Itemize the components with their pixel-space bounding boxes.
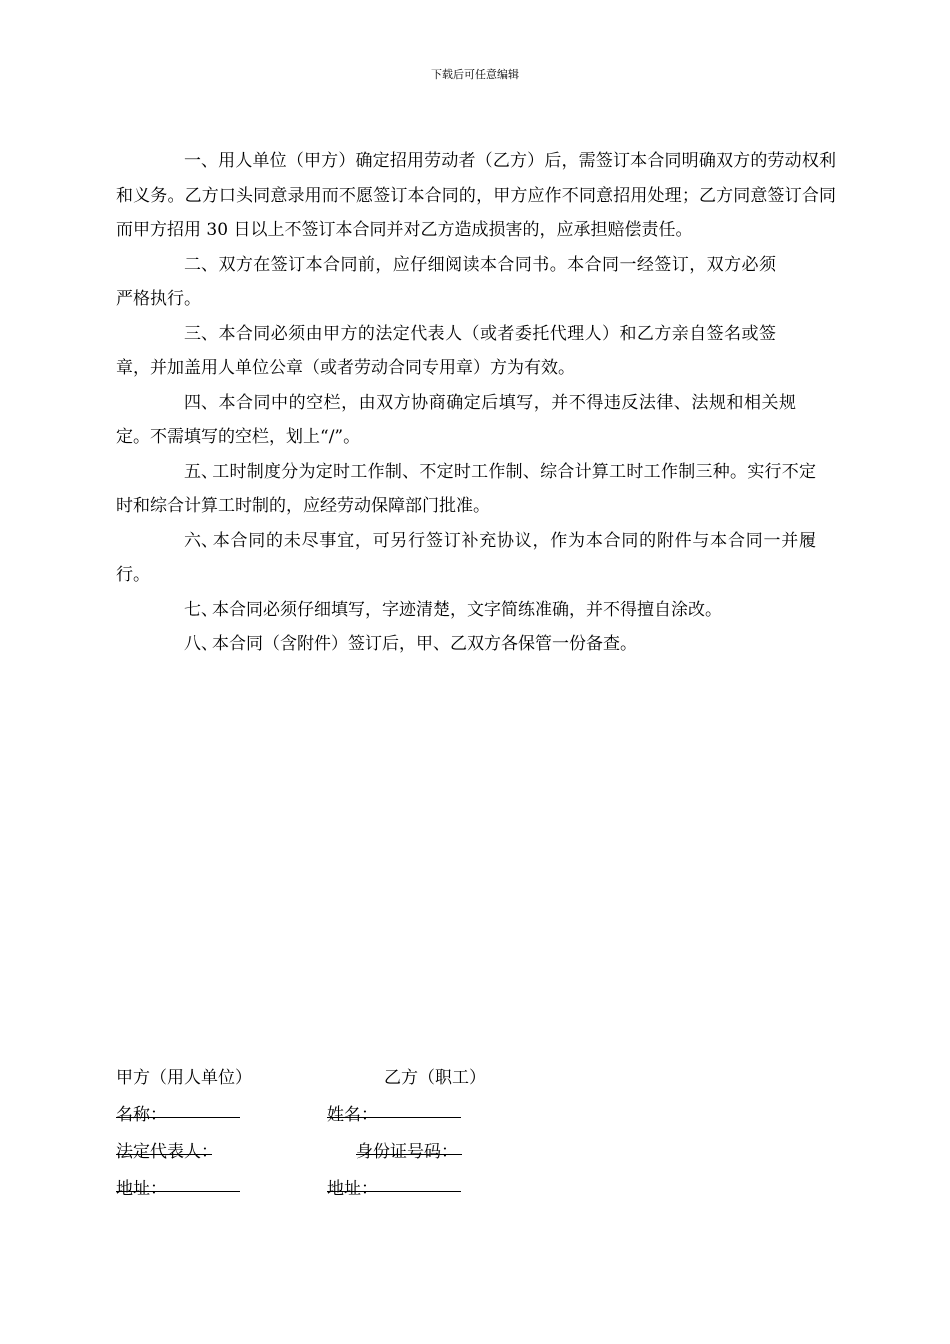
clause-text: 本合同中的空栏，由双方协商确定后填写，并不得违反法律、法规和相关规定。不需填写的空栏，划上“/”。 bbox=[116, 392, 796, 447]
clause-3 bbox=[116, 317, 776, 386]
employee-name-label: 姓名： bbox=[327, 1105, 378, 1125]
company-name-label: 名称： bbox=[116, 1105, 167, 1125]
legal-rep-label: 法定代表人： bbox=[116, 1142, 218, 1162]
clause-5 bbox=[116, 455, 816, 524]
header-note: 下载后可任意编辑 bbox=[431, 68, 519, 81]
clause-text: 本合同必须仔细填写，字迹清楚，文字简练准确，并不得擅自涂改。 bbox=[212, 599, 722, 620]
id-number-field[interactable] bbox=[356, 1134, 462, 1155]
clause-text: 双方在签订本合同前，应仔细阅读本合同书。本合同一经签订，双方必须严格执行。 bbox=[116, 254, 776, 309]
party-a-title: 甲方（用人单位） bbox=[116, 1068, 252, 1088]
clause-7 bbox=[116, 593, 836, 628]
clause-number: 七、 bbox=[184, 599, 218, 620]
id-number-label: 身份证号码： bbox=[356, 1142, 458, 1162]
employee-address-label: 地址： bbox=[327, 1179, 378, 1199]
clause-number: 二、 bbox=[184, 254, 218, 275]
contract-instructions bbox=[116, 144, 836, 662]
clause-number: 八、 bbox=[184, 634, 218, 654]
clause-text: 本合同（含附件）签订后，甲、乙双方各保管一份备查。 bbox=[212, 634, 637, 654]
clause-text: 本合同的未尽事宜，可另行签订补充协议，作为本合同的附件与本合同一并履行。 bbox=[116, 530, 816, 585]
clause-1 bbox=[116, 144, 836, 248]
clause-number: 三、 bbox=[184, 323, 218, 344]
clause-8 bbox=[116, 627, 836, 662]
company-address-field[interactable] bbox=[116, 1171, 240, 1192]
clause-text: 本合同必须由甲方的法定代表人（或者委托代理人）和乙方亲自签名或签章，并加盖用人单位公章（或者劳动合同专用章）方为有效。 bbox=[116, 323, 776, 378]
clause-number: 五、 bbox=[184, 461, 218, 482]
company-address-label: 地址： bbox=[116, 1179, 167, 1199]
clause-2 bbox=[116, 248, 776, 317]
employee-address-field[interactable] bbox=[327, 1171, 461, 1192]
clause-6 bbox=[116, 524, 816, 593]
clause-number: 一、 bbox=[184, 151, 218, 171]
clause-number: 四、 bbox=[184, 392, 218, 413]
employee-name-field[interactable] bbox=[327, 1097, 461, 1118]
clause-text: 工时制度分为定时工作制、不定时工作制、综合计算工时工作制三种。实行不定时和综合计算工时制的，应经劳动保障部门批准。 bbox=[116, 461, 816, 516]
company-name-field[interactable] bbox=[116, 1097, 240, 1118]
legal-rep-field[interactable] bbox=[116, 1134, 212, 1155]
clause-text: 用人单位（甲方）确定招用劳动者（乙方）后，需签订本合同明确双方的劳动权利和义务。乙方口头同意录用而不愿签订本合同的，甲方应作不同意招用处理；乙方同意签订合同而甲方招用 30 日以上不签订本合同并对乙方造成损害的，应承担赔偿责任。 bbox=[116, 151, 836, 240]
clause-number: 六、 bbox=[184, 530, 218, 551]
clause-4 bbox=[116, 386, 796, 455]
party-b-title: 乙方（职工） bbox=[384, 1068, 486, 1088]
